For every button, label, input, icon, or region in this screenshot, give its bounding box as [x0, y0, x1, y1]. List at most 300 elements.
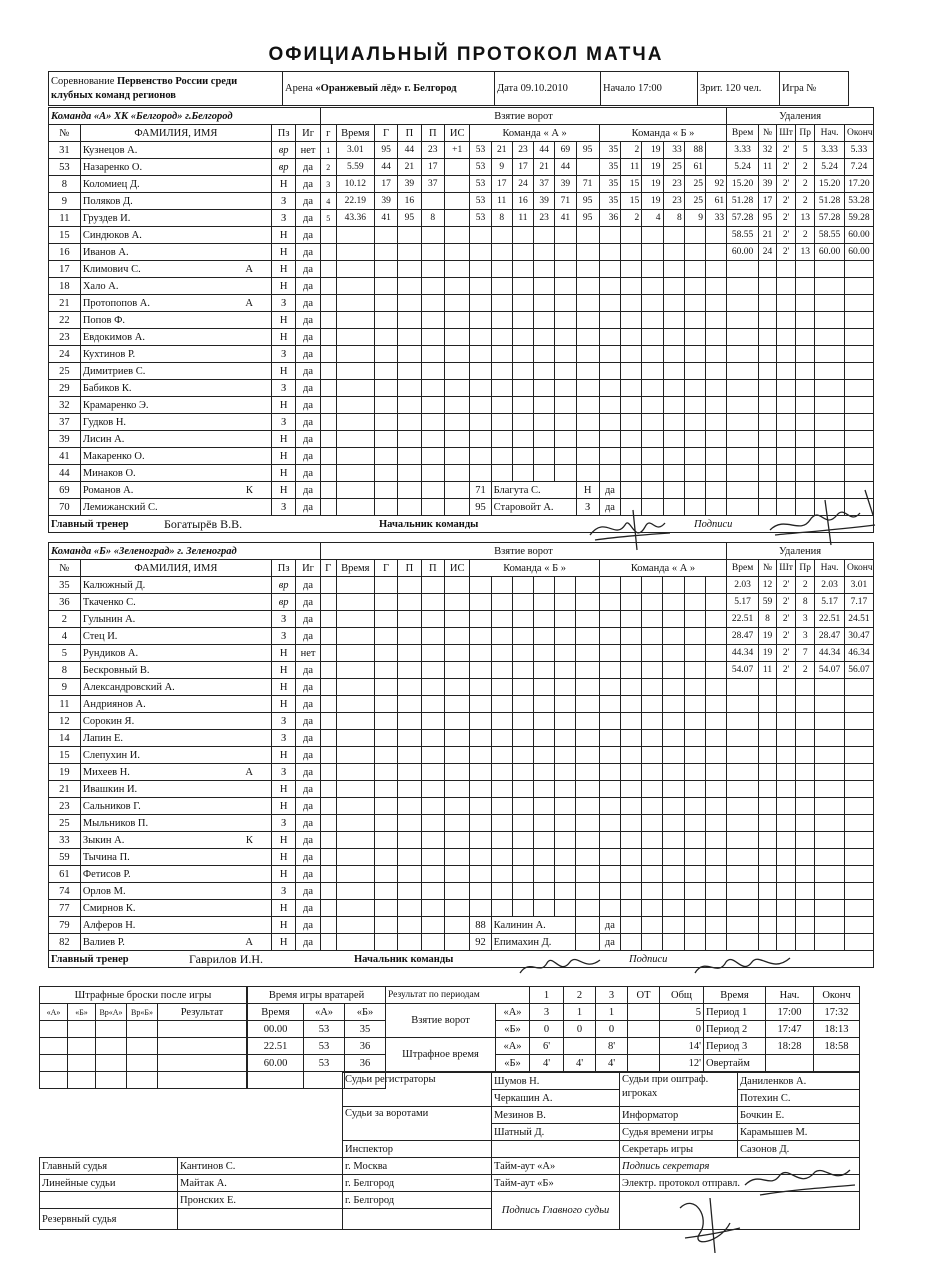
- goal-cell: [444, 628, 469, 645]
- goal-cell: [398, 278, 421, 295]
- goal-scorer: 39: [374, 193, 397, 210]
- player-played: да: [296, 210, 320, 227]
- goal-cell: [421, 866, 444, 883]
- goal-cell: [684, 679, 705, 696]
- goal-cell: [684, 329, 705, 346]
- goal-cell: [684, 611, 705, 628]
- period-value: 0: [660, 1021, 704, 1038]
- goal-cell: [705, 798, 726, 815]
- goal-cell: [576, 645, 599, 662]
- goal-cell: [444, 611, 469, 628]
- penalty-cell: [758, 832, 776, 849]
- goal-cell: [705, 781, 726, 798]
- player-name: [80, 662, 271, 679]
- goal-cell: [374, 380, 397, 397]
- goal-cell: [470, 380, 491, 397]
- goal-cell: [491, 611, 512, 628]
- penalty-cell: [759, 295, 777, 312]
- player-name: [80, 176, 271, 193]
- player-played: да: [296, 346, 320, 363]
- goal-cell: [470, 594, 491, 611]
- table-row: [49, 261, 874, 278]
- goal-cell: [374, 934, 397, 951]
- goal-cell: [555, 577, 576, 594]
- goal-cell: [398, 329, 421, 346]
- goal-cell: [512, 832, 533, 849]
- on-ice-own: 16: [512, 193, 533, 210]
- goal-cell: [642, 730, 663, 747]
- player-position: З: [271, 414, 295, 431]
- penalty-cell: [727, 465, 759, 482]
- penalty-cell: [796, 917, 815, 934]
- player-played: да: [296, 713, 320, 730]
- goal-cell: [336, 866, 374, 883]
- player-name: [80, 346, 271, 363]
- penalty-cell: [777, 482, 796, 499]
- goal-cell: [398, 730, 421, 747]
- goal-cell: [398, 594, 421, 611]
- goal-cell: [555, 363, 576, 380]
- goal-cell: [336, 781, 374, 798]
- penalty-time: 2.03: [727, 577, 759, 594]
- own-team-on-ice: Команда « Б »: [470, 560, 599, 577]
- on-ice-opp: 19: [642, 142, 663, 159]
- player-name-text: Хало А.: [82, 280, 119, 292]
- player-position: З: [271, 730, 295, 747]
- officials-table: [39, 1072, 860, 1230]
- goal-cell: [374, 679, 397, 696]
- goal-col-header: П: [398, 560, 421, 577]
- on-ice-own: 39: [555, 176, 576, 193]
- goal-cell: [684, 781, 705, 798]
- goal-cell: [621, 815, 642, 832]
- table-row: [49, 176, 874, 193]
- penalty-reason: 13: [796, 244, 815, 261]
- spectators-cell: Зрит. 120 чел.: [698, 72, 780, 106]
- penalty-cell: [815, 499, 845, 516]
- table-row: [49, 662, 874, 679]
- player-name: [80, 934, 271, 951]
- goal-cell: [421, 679, 444, 696]
- penalty-cell: [844, 832, 873, 849]
- empty-cell: [684, 917, 705, 934]
- player-number: 23: [49, 798, 81, 815]
- goal-judge-1: Мезинов В.: [492, 1107, 620, 1124]
- goal-cell: [599, 346, 620, 363]
- goal-cell: [491, 594, 512, 611]
- penalty-cell: [759, 397, 777, 414]
- goals-title: Взятие ворот: [320, 543, 726, 560]
- goal-cell: [642, 278, 663, 295]
- penalty-cell: [844, 764, 873, 781]
- table-row: [49, 764, 874, 781]
- goal-cell: [663, 832, 684, 849]
- goal-cell: [663, 346, 684, 363]
- goal-cell: [534, 278, 555, 295]
- player-number: 12: [49, 713, 81, 730]
- player-name-text: Стец И.: [82, 630, 118, 642]
- goal-cell: [663, 883, 684, 900]
- penalty-cell: [796, 312, 815, 329]
- on-ice-opp: 36: [599, 210, 620, 227]
- goal-cell: [470, 312, 491, 329]
- goal-assist-1: 95: [398, 210, 421, 227]
- goal-assist-1: 16: [398, 193, 421, 210]
- player-name: [80, 730, 271, 747]
- empty-cell: [705, 499, 726, 516]
- goal-cell: [534, 883, 555, 900]
- goal-cell: [444, 713, 469, 730]
- goal-cell: [398, 244, 421, 261]
- game-number-cell: Игра №: [780, 72, 849, 106]
- goal-cell: [555, 747, 576, 764]
- player-name: [80, 465, 271, 482]
- player-played: да: [296, 662, 320, 679]
- goal-cell: [621, 278, 642, 295]
- goal-cell: [421, 577, 444, 594]
- goal-cell: [705, 611, 726, 628]
- goal-cell: [374, 883, 397, 900]
- penalty-time: 58.55: [727, 227, 759, 244]
- goal-cell: [555, 244, 576, 261]
- goal-cell: [599, 414, 620, 431]
- penalty-cell: [777, 917, 796, 934]
- penalty-cell: [777, 261, 796, 278]
- goal-cell: [576, 696, 599, 713]
- goal-cell: [684, 849, 705, 866]
- penalty-player: 19: [758, 645, 776, 662]
- empty-cell: [621, 482, 642, 499]
- goal-cell: [336, 244, 374, 261]
- goal-cell: [374, 312, 397, 329]
- goal-cell: [320, 781, 336, 798]
- goal-cell: [374, 482, 397, 499]
- goal-cell: [534, 645, 555, 662]
- goal-cell: [705, 448, 726, 465]
- goal-cell: [663, 414, 684, 431]
- player-name: [80, 594, 271, 611]
- goal-cell: [421, 363, 444, 380]
- goal-cell: [642, 900, 663, 917]
- goal-cell: [491, 465, 512, 482]
- player-number: 31: [49, 142, 81, 159]
- goal-cell: [336, 747, 374, 764]
- goalie-cell: 53: [304, 1055, 345, 1072]
- on-ice-opp: 92: [705, 176, 726, 193]
- player-position: З: [271, 380, 295, 397]
- player-played: да: [296, 594, 320, 611]
- period-value: 4': [530, 1055, 564, 1072]
- goal-cell: [444, 244, 469, 261]
- goal-cell: [491, 261, 512, 278]
- player-name: [80, 227, 271, 244]
- penalty-cell: [759, 431, 777, 448]
- goal-cell: [491, 815, 512, 832]
- goal-cell: [684, 645, 705, 662]
- table-row: [49, 594, 874, 611]
- penalty-cell: [727, 747, 759, 764]
- goal-cell: [555, 662, 576, 679]
- goal-cell: [621, 679, 642, 696]
- penalty-cell: [796, 261, 815, 278]
- goal-cell: [398, 832, 421, 849]
- goal-cell: [534, 448, 555, 465]
- goal-cell: [320, 363, 336, 380]
- goal-cell: [421, 849, 444, 866]
- penalty-cell: [759, 380, 777, 397]
- linesman-2-city: г. Белгород: [343, 1192, 492, 1209]
- empty-cell: [642, 499, 663, 516]
- goal-cell: [398, 628, 421, 645]
- goal-cell: [705, 832, 726, 849]
- signatures-label: Подписи: [629, 953, 668, 965]
- goal-cell: [576, 900, 599, 917]
- player-name: [80, 363, 271, 380]
- goal-cell: [444, 798, 469, 815]
- table-row: [49, 278, 874, 295]
- goal-cell: [398, 747, 421, 764]
- penbox-2: Потехин С.: [738, 1090, 860, 1107]
- empty-cell: [642, 934, 663, 951]
- player-position: Н: [271, 482, 295, 499]
- penalty-minutes: 2': [777, 227, 796, 244]
- penalty-cell: [759, 465, 777, 482]
- penalty-cell: [777, 329, 796, 346]
- goal-cell: [336, 849, 374, 866]
- penalty-cell: [727, 934, 759, 951]
- period-value: 5: [660, 1004, 704, 1021]
- goal-cell: [512, 764, 533, 781]
- player-number: 19: [49, 764, 81, 781]
- goal-scorer: 41: [374, 210, 397, 227]
- goal-cell: [576, 431, 599, 448]
- player-name-text: Ткаченко С.: [82, 596, 136, 608]
- goal-cell: [642, 261, 663, 278]
- reserve-label: Резервный судья: [40, 1209, 178, 1230]
- goal-cell: [512, 312, 533, 329]
- penalty-end: 3.01: [844, 577, 873, 594]
- goal-cell: [684, 815, 705, 832]
- penalty-end: 24.51: [844, 611, 873, 628]
- table-row: [49, 210, 874, 227]
- goalie-cell: 35: [345, 1021, 386, 1038]
- goal-cell: [491, 662, 512, 679]
- goal-cell: [576, 346, 599, 363]
- referee-signature-label: Подпись Главного судьи: [492, 1192, 620, 1230]
- player-played: да: [296, 900, 320, 917]
- goal-cell: [621, 696, 642, 713]
- chief-label: Начальник команды: [354, 953, 454, 965]
- goal-cell: [621, 645, 642, 662]
- shootout-col: Вр«Б»: [127, 1004, 158, 1021]
- player-number: 11: [49, 210, 81, 227]
- penalty-player: 24: [759, 244, 777, 261]
- penalty-player: 12: [758, 577, 776, 594]
- player-number: 25: [49, 363, 81, 380]
- times-cell: Период 2: [704, 1021, 766, 1038]
- goal-cell: [621, 244, 642, 261]
- goal-cell: [320, 329, 336, 346]
- goal-cell: [599, 295, 620, 312]
- goal-cell: [320, 465, 336, 482]
- goal-cell: [621, 730, 642, 747]
- col-name: ФАМИЛИЯ, ИМЯ: [80, 125, 271, 142]
- penalty-cell: [844, 917, 873, 934]
- goal-cell: [576, 465, 599, 482]
- table-row: [248, 1055, 386, 1072]
- goal-cell: [320, 832, 336, 849]
- goal-cell: [336, 397, 374, 414]
- goal-cell: [398, 866, 421, 883]
- goal-cell: [336, 798, 374, 815]
- penalty-cell: [815, 482, 845, 499]
- penalty-cell: [844, 431, 873, 448]
- goal-cell: [534, 397, 555, 414]
- goal-cell: [684, 594, 705, 611]
- player-played: да: [599, 482, 620, 499]
- on-ice-own: 21: [534, 159, 555, 176]
- goal-cell: [705, 278, 726, 295]
- player-name-text: Михеев Н.: [82, 766, 130, 778]
- period-value: 12': [660, 1055, 704, 1072]
- on-ice-own: 24: [512, 176, 533, 193]
- goal-cell: [621, 312, 642, 329]
- player-position: [576, 934, 599, 951]
- player-name: [80, 747, 271, 764]
- penalty-cell: [815, 295, 845, 312]
- player-name: [80, 696, 271, 713]
- label-a: «А»: [496, 1038, 530, 1055]
- goal-cell: [512, 278, 533, 295]
- goal-cell: [336, 934, 374, 951]
- goal-cell: [398, 815, 421, 832]
- player-number: 18: [49, 278, 81, 295]
- player-number: 33: [49, 832, 81, 849]
- goal-cell: [576, 577, 599, 594]
- on-ice-opp: 19: [642, 176, 663, 193]
- penalty-start: 54.07: [815, 662, 845, 679]
- period-value: [628, 1021, 660, 1038]
- goal-cell: [470, 764, 491, 781]
- on-ice-own: 11: [512, 210, 533, 227]
- penalty-cell: [727, 295, 759, 312]
- goalie-col: Время: [248, 1004, 304, 1021]
- on-ice-opp: 35: [599, 176, 620, 193]
- player-name-text: Мыльников П.: [82, 817, 149, 829]
- penalty-cell: [815, 380, 845, 397]
- goal-cell: [534, 611, 555, 628]
- goal-cell: [421, 482, 444, 499]
- goal-cell: [642, 747, 663, 764]
- player-role: А: [245, 766, 253, 778]
- goal-cell: [555, 883, 576, 900]
- on-ice-opp: 35: [599, 142, 620, 159]
- player-position: Н: [271, 227, 295, 244]
- goal-cell: [336, 465, 374, 482]
- goal-cell: [470, 261, 491, 278]
- goal-col-header: Время: [336, 560, 374, 577]
- goal-cell: [336, 883, 374, 900]
- player-name: [80, 448, 271, 465]
- player-played: да: [296, 815, 320, 832]
- penalty-cell: [796, 363, 815, 380]
- goal-cell: [705, 866, 726, 883]
- penalty-time: 3.33: [727, 142, 759, 159]
- on-ice-opp: 23: [663, 176, 684, 193]
- penalty-cell: [777, 815, 796, 832]
- goal-cell: [421, 730, 444, 747]
- penalty-cell: [727, 696, 759, 713]
- on-ice-opp: 25: [663, 159, 684, 176]
- penalty-cell: [759, 346, 777, 363]
- player-played: да: [296, 482, 320, 499]
- empty-cell: [705, 482, 726, 499]
- penalty-cell: [796, 482, 815, 499]
- on-ice-own: 95: [576, 193, 599, 210]
- goal-cell: [512, 594, 533, 611]
- penalty-cell: [815, 414, 845, 431]
- penalty-cell: [727, 261, 759, 278]
- goal-cell: [663, 397, 684, 414]
- goal-cell: [684, 747, 705, 764]
- table-row: [49, 482, 874, 499]
- player-name-text: Фетисов Р.: [82, 868, 131, 880]
- player-name: [80, 159, 271, 176]
- timekeeper: Карамышев М.: [738, 1124, 860, 1141]
- period-value: [628, 1055, 660, 1072]
- player-played: да: [296, 448, 320, 465]
- goal-cell: [336, 764, 374, 781]
- goal-cell: [555, 431, 576, 448]
- player-name: [80, 798, 271, 815]
- on-ice-own: 11: [491, 193, 512, 210]
- goal-cell: [470, 397, 491, 414]
- player-position: Н: [271, 312, 295, 329]
- on-ice-opp: 35: [599, 193, 620, 210]
- shootout-col: Вр«А»: [96, 1004, 127, 1021]
- goal-time: 5.59: [336, 159, 374, 176]
- player-played: да: [296, 499, 320, 516]
- penalty-cell: [815, 679, 845, 696]
- goal-cell: [663, 900, 684, 917]
- goal-situation: +1: [444, 142, 469, 159]
- penalty-player: 8: [758, 611, 776, 628]
- player-name-text: Лемижанский С.: [82, 501, 158, 513]
- player-position: Н: [271, 397, 295, 414]
- goal-cell: [374, 849, 397, 866]
- on-ice-opp: 9: [684, 210, 705, 227]
- goal-cell: [576, 747, 599, 764]
- goal-cell: [705, 295, 726, 312]
- penalty-cell: [727, 448, 759, 465]
- penalty-start: 3.33: [815, 142, 845, 159]
- goal-cell: [470, 628, 491, 645]
- own-team-on-ice: Команда « А »: [470, 125, 599, 142]
- goal-cell: [398, 312, 421, 329]
- penalty-cell: [777, 713, 796, 730]
- player-position: Н: [271, 832, 295, 849]
- penalty-reason: 2: [796, 193, 815, 210]
- player-played: да: [296, 577, 320, 594]
- penalty-cell: [815, 849, 845, 866]
- goal-cell: [534, 363, 555, 380]
- goal-cell: [621, 798, 642, 815]
- player-position: Н: [271, 329, 295, 346]
- player-number: 70: [49, 499, 81, 516]
- goal-cell: [398, 261, 421, 278]
- goal-cell: [374, 363, 397, 380]
- teamA-table: [48, 107, 874, 533]
